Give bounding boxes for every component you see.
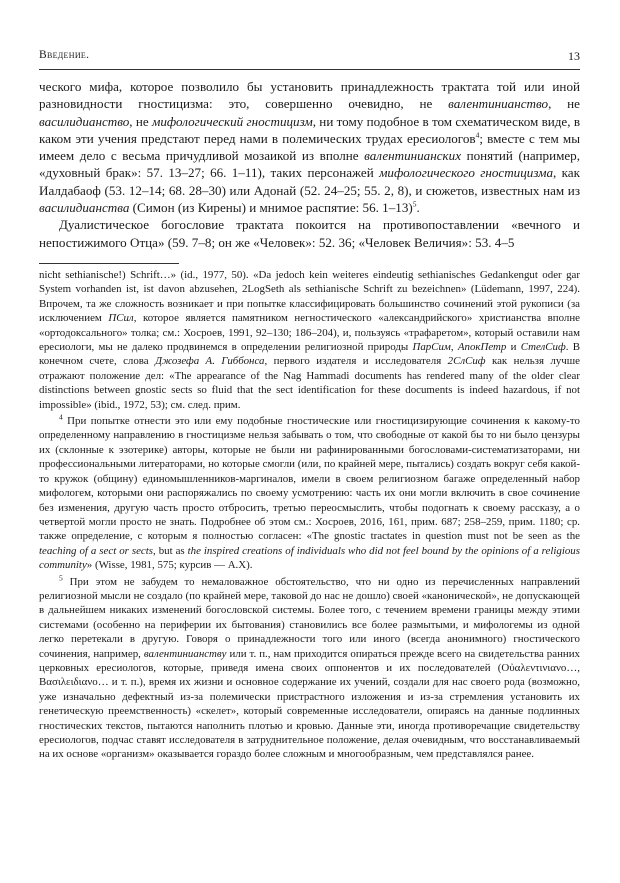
main-text bbox=[39, 78, 580, 251]
footnote-continuation: nicht sethianische!) Schrift…» (id., 1977, 50). «Da jedoch kein weiteres eindeutig sethianisches Gedankengut oder gar System vorhanden ist, ist davon abzusehen, 2LogSeth als sethianische Schrift zu bezeichnen» (Lüdemann, 1997, 224). Впрочем, та же сложность возникает и при попытке классифицировать большинство сочинений этой рукописи (за исключением ПСил, которое является памятником негностического «александрийского» христианства вполне «ортодоксального» толка; см.: Хосроев, 1991, 92–130; 186–204), и, пользуясь «трафаретом», который оставили нам ересиологи, мы не далеко продвинемся в определении религиозной природы ПарСим, АпокПетр и СтелСиф. В конечном счете, слова Джозефа А. Гиббонса, первого издателя и исследователя 2СлСиф как нельзя лучше отражают положение дел: «The appearance of the Nag Hammadi documents has rendered many of the older clear distinctions between gnostic sects so fluid that the sect identification for these documents is indeed hazardous, if not impossible» (ibid., 1972, 53); см. след. прим. bbox=[39, 269, 581, 411]
page-number: 13 bbox=[568, 49, 580, 63]
header-rule bbox=[39, 69, 580, 70]
footnotes bbox=[39, 268, 580, 762]
footnote-5: $^5$ При этом не забудем то немаловажное обстоятельство, что ни одно из перечисленных направлений религиозной мысли не создало (по крайней мере, таковой до нас не дошло) своей «канонической», не допускающей в дальнейшем никаких изменений богословской системы. Более того, с течением времени границы между этими системами (особенно на периферии их бытования) становились все более размытыми, и мифологемы из одной легко перетекали в другую. Говоря о принадлежности того или иного (всегда анонимного) гностического сочинения, например, валентинианству или т. п., нам приходится опираться прежде всего на свидетельства ранних церковных ересиологов, которые, приведя имена своих оппонентов и их последователей (Οὐαλεντινιανο…, Βασιλειδιανο… и т. п.), время их жизни и основное содержание их учений, создали для нас своего рода (возможно, уже изначально дефектный из-за полемически пристрастного изложения и из-за стремления установить их генетическую преемственность) «скелет», который современные исследователи, опираясь на данные подлинных гностических текстов, пытаются наполнить плотью и кровью. Данные эти, иногда противоречащие свидетельству ересиологов, подчас ставят исследователя в затруднительное положение, делая очевидным, что восстанавливаемый на их основе «организм» оказывается гораздо более сложным и многообразным, чем представлялся ранее. bbox=[39, 572, 581, 761]
footnote-4: $^4$ При попытке отнести это или ему подобные гностические или гностицизирующие сочинения к какому-то определенному направлению в гностицизме нельзя забывать о том, что свободные от какой бы то ни было цензуры их (склонные к эзотерике) авторы, которые не были ни рафинированными богословами-систематизаторами, ни профессиональными литераторами, но которые смогли (или, по крайней мере, пытались) создать вокруг себя какой-то кружок (общину) единомышленников-маргиналов, имели в своем религиозном багаже определенный набор мифологем, которыми они распоряжались по своему усмотрению: часть их они могли включить в свое сочинение без изменения, другую часть просто отбросить, третью переосмыслить, чтобы подогнать к своему рассказу, а о четвертой могли просто не знать. Подробнее об этом см.: Хосроев, 2016, 161, прим. 687; 258–259, прим. 1180; ср. также определение, с которым я полностью согласен: «The gnostic tractates in question must not be seen as the teaching of a sect or sects, but as the inspired creations of individuals who did not feel bound by the opinions of a religious community» (Wisse, 1981, 575; курсив — А.Х). bbox=[39, 412, 580, 572]
running-title: Введение. bbox=[39, 49, 90, 61]
footnote-ref-4[interactable]: 4 bbox=[475, 130, 480, 140]
main-paragraph-2: Дуалистическое богословие трактата покоится на противопоставлении «вечного и непостижимого Отца» (59. 7–8; он же «Человек»: 52. 36; «Человек Величия»: 53. 4–5 bbox=[39, 217, 580, 250]
main-paragraph-1: ческого мифа, которое позволило бы установить принадлежность трактата той или иной разновидности гностицизма: это, совершенно очевидно, не валентинианство, не василидианство, не мифологический гностицизм, ни тому подобное в том схематическом виде, в каком эти учения предстают перед нами в полемических трудах ересиологов$^4$; вместе с тем мы имеем дело с весьма причудливой мозаикой из вполне валентинианских понятий (например, «духовный брак»: 57. 13–27; 66. 1–11), таких персонажей мифологического гностицизма, как Иалдабаоф (53. 12–14; 68. 28–30) или Адонай (52. 24–25; 55. 2, 8), и сюжетов, известных нам из василидианства (Симон (из Кирены) и мнимое распятие: 56. 1–13)$^5$. bbox=[39, 79, 580, 216]
footnote-number: 4 bbox=[59, 412, 63, 422]
running-header bbox=[39, 49, 580, 71]
footnote-number: 5 bbox=[59, 572, 63, 582]
footnote-ref-5[interactable]: 5 bbox=[412, 199, 417, 209]
footnote-rule bbox=[39, 263, 179, 264]
